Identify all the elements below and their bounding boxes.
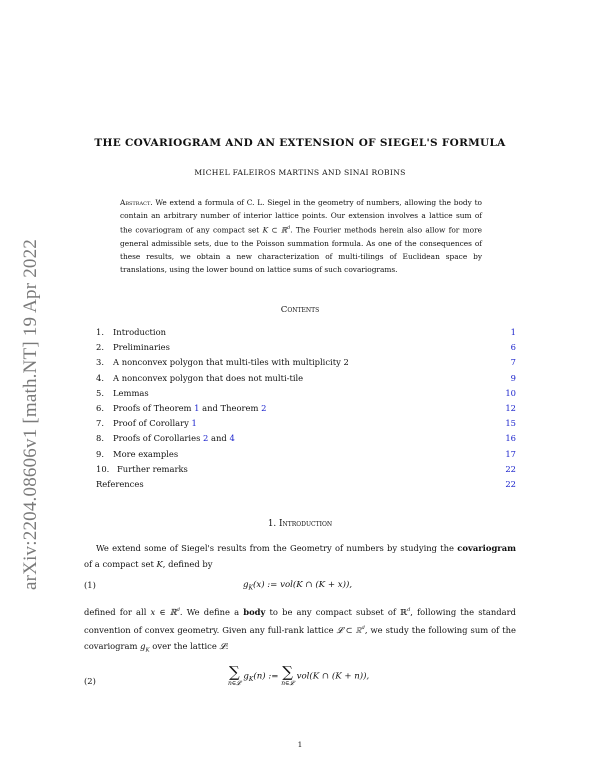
abstract-text-1: We extend a formula of C. L. Siegel in the geometry of numbers, allowing the body to contain an arbitrary number of interior lattice points. Our extension involves a lattice sum of the covariogram of any compact set (120, 198, 482, 235)
corollary-reference-link[interactable]: 1 (191, 418, 197, 429)
equation-lattice-sum (228, 664, 369, 688)
toc-entry-title: More examples (113, 448, 179, 459)
toc-entry-page-link[interactable]: 9 (510, 372, 516, 383)
toc-entry-page-link[interactable]: 15 (505, 418, 516, 429)
abstract-text-2: . The Fourier methods herein also allow for more general admissible sets, due to the Poisson summation formula. As one of the consequences of these results, we obtain a new characterization of multi-tilings of Euclidean space by translations, using the lower bound on lattice sums of such covariograms. (120, 225, 482, 275)
toc-entry[interactable] (96, 341, 516, 356)
toc-entry[interactable] (96, 478, 516, 493)
toc-entry-page-link[interactable]: 17 (505, 448, 516, 459)
math-subscript: K (145, 647, 150, 654)
text-run: to be any compact subset of ℝ (265, 606, 408, 617)
toc-entry[interactable] (96, 387, 516, 402)
defined-term-body: body (243, 606, 266, 617)
toc-entry-number: 2. (96, 342, 104, 353)
toc-entry-number: 1. (96, 327, 104, 337)
toc-entry-title-part: Proofs of Corollaries (113, 433, 204, 444)
text-run: , defined by (162, 559, 213, 569)
toc-entry-page-link[interactable]: 10 (505, 387, 516, 398)
text-run: . We define a (179, 606, 244, 617)
sum-index: n∈𝓛 (281, 680, 294, 687)
introduction-paragraph-1 (84, 540, 516, 572)
toc-entry-page-link[interactable]: 12 (505, 402, 516, 413)
text-run: of a compact set (84, 559, 157, 569)
sum-index: n∈𝓛 (228, 680, 241, 687)
toc-entry-title: References (96, 478, 144, 489)
toc-entry-title-part: and Theorem (199, 402, 262, 413)
paper-authors: MICHEL FALEIROS MARTINS AND SINAI ROBINS (194, 168, 406, 177)
equation-number: (1) (84, 580, 96, 590)
toc-entry-title: Preliminaries (113, 342, 170, 353)
corollary-reference-link[interactable]: 2 (203, 433, 209, 444)
toc-entry[interactable] (96, 326, 516, 341)
math-symbol: g (140, 640, 146, 651)
toc-entry-title: Introduction (113, 327, 167, 337)
toc-entry[interactable] (96, 417, 516, 432)
toc-entry[interactable] (96, 372, 516, 387)
toc-entry-title (113, 417, 197, 429)
toc-entry-title-part: and (208, 433, 230, 444)
toc-entry-number: 3. (96, 357, 104, 368)
toc-entry-title: A nonconvex polygon that does not multi-tile (113, 372, 304, 383)
equation-part: (x) := vol(K ∩ (K + x)), (253, 580, 353, 590)
page-number: 1 (297, 740, 303, 749)
theorem-reference-link[interactable]: 1 (194, 402, 200, 413)
toc-entry-title-part: Proofs of Theorem (113, 402, 195, 413)
toc-entry-title: Lemmas (113, 387, 149, 398)
equation-part: (n) := (253, 671, 279, 682)
toc-entry-title (113, 432, 235, 444)
table-of-contents (96, 326, 516, 493)
text-run: , following the standard convention of convex geometry. Given any full-rank lattice (84, 606, 516, 635)
abstract-math-1-sup: d (287, 225, 291, 232)
math-symbol: K (156, 559, 163, 569)
summation-symbol (281, 664, 294, 688)
sum-sign: ∑ (228, 663, 240, 681)
toc-entry-number: 4. (96, 372, 104, 383)
toc-entry-number: 5. (96, 387, 104, 398)
toc-entry-title-part: Proof of Corollary (113, 418, 192, 429)
toc-entry[interactable] (96, 432, 516, 447)
toc-entry-page-link[interactable]: 7 (510, 357, 516, 368)
section-heading-introduction: 1. Introduction (267, 519, 333, 529)
toc-entry-title: Further remarks (117, 463, 188, 474)
sum-sign: ∑ (282, 663, 293, 681)
equation-number: (2) (84, 676, 96, 686)
corollary-reference-link[interactable]: 4 (229, 433, 235, 444)
math-superscript: d (361, 624, 365, 631)
abstract (120, 196, 482, 277)
paper-title: THE COVARIOGRAM AND AN EXTENSION OF SIEGEL'S FORMULA (94, 137, 506, 149)
text-run: We extend some of Siegel's results from the Geometry of numbers by studying the (96, 543, 458, 553)
defined-term-covariogram: covariogram (457, 543, 516, 553)
text-run: , we study the following sum of the covariogram (84, 624, 516, 651)
toc-entry-page-link[interactable]: 1 (510, 327, 516, 337)
theorem-reference-link[interactable]: 2 (261, 402, 267, 413)
toc-entry[interactable] (96, 448, 516, 463)
toc-entry-page-link[interactable]: 22 (505, 463, 516, 474)
text-run: over the lattice (149, 640, 220, 651)
math-symbol: x ∈ ℝ (150, 606, 177, 617)
toc-entry[interactable] (96, 356, 516, 371)
contents-heading: Contents (280, 305, 320, 315)
toc-entry-page-link[interactable]: 6 (510, 342, 516, 353)
toc-entry-title (113, 402, 266, 414)
toc-entry-number: 10. (96, 463, 110, 474)
toc-entry-number: 6. (96, 402, 104, 413)
abstract-label: Abstract. (120, 198, 153, 207)
math-symbol: 𝓛 ⊂ ℝ (336, 624, 362, 635)
equation-part: g (243, 580, 249, 590)
toc-entry-number: 9. (96, 448, 104, 459)
toc-entry-title: A nonconvex polygon that multi-tiles with multiplicity 2 (113, 357, 349, 368)
math-superscript: d (176, 607, 180, 613)
summation-symbol (228, 664, 241, 688)
math-symbol: 𝓛 (219, 640, 226, 651)
toc-entry-number: 7. (96, 418, 104, 429)
toc-entry-page-link[interactable]: 16 (505, 433, 516, 444)
math-superscript: d (407, 607, 411, 613)
toc-entry-page-link[interactable]: 22 (505, 478, 516, 489)
introduction-paragraph-2 (84, 602, 516, 658)
text-run: defined for all (84, 606, 151, 617)
arxiv-identifier-stamp[interactable]: arXiv:2204.08606v1 [math.NT] 19 Apr 2022 (20, 238, 41, 590)
equation-part: g (243, 671, 249, 682)
equation-subscript: K (248, 676, 254, 684)
toc-entry[interactable] (96, 402, 516, 417)
equation-part: vol(K ∩ (K + n)), (296, 671, 370, 682)
toc-entry[interactable] (96, 463, 516, 478)
abstract-math-1: K ⊂ ℝ (262, 225, 288, 235)
equation-subscript: K (248, 584, 253, 592)
text-run: : (225, 640, 229, 651)
toc-entry-number: 8. (96, 433, 104, 444)
equation-covariogram-definition (243, 580, 352, 592)
